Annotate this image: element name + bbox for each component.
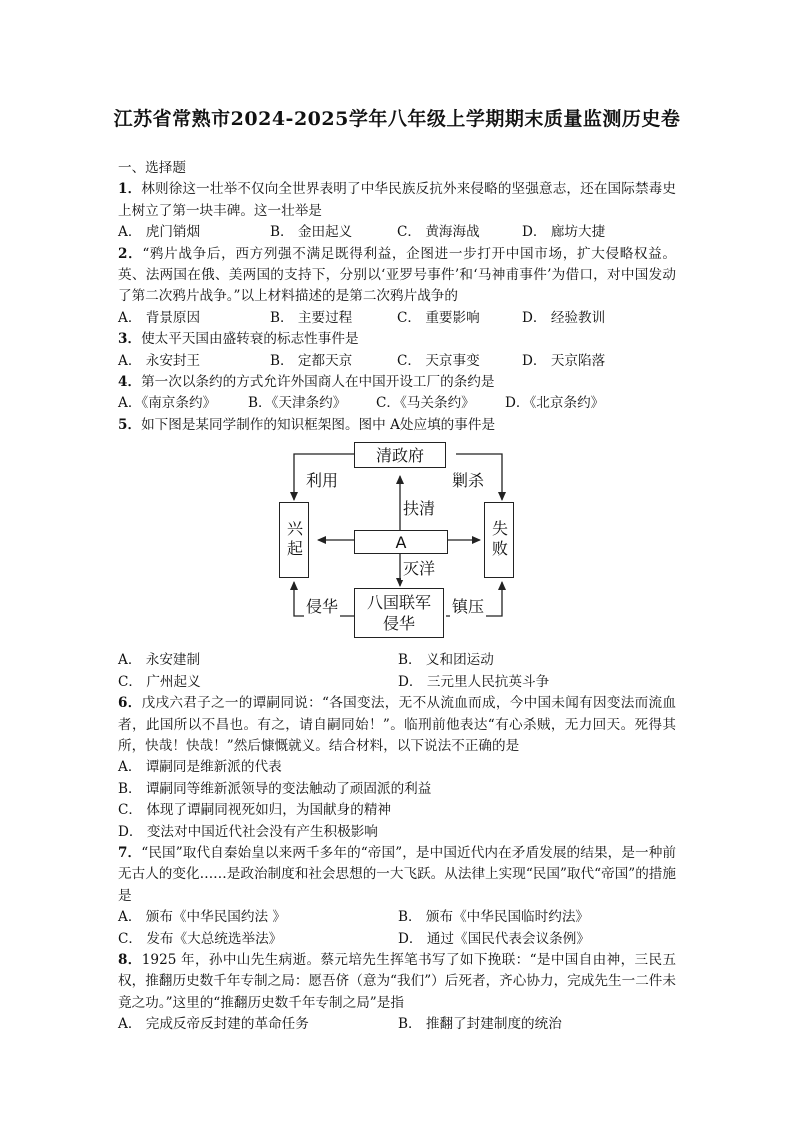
option-a[interactable]: A． 背景原因 — [118, 309, 201, 326]
question-number: 3． — [118, 331, 142, 348]
question-8 — [118, 950, 676, 1014]
question-7-options-row-2 — [118, 929, 676, 950]
option-b[interactable]: B． 义和团运动 — [398, 652, 494, 669]
option-a[interactable]: A． 永安封王 — [118, 352, 201, 369]
box-eight-nation-alliance-text: 八国联军侵华 — [366, 593, 431, 634]
question-2 — [118, 244, 676, 308]
option-b[interactable]: B． 颁布《中华民国临时约法》 — [398, 909, 590, 926]
label-use: 利用 — [306, 471, 339, 491]
label-suppress: 镇压 — [452, 597, 485, 617]
option-b[interactable]: B． 推翻了封建制度的统治 — [398, 1016, 562, 1033]
option-c[interactable]: C．《马关条约》 — [376, 395, 475, 412]
option-a[interactable]: A．《南京条约》 — [118, 395, 217, 412]
question-5 — [118, 415, 676, 436]
option-a[interactable]: A． 永安建制 — [118, 652, 201, 669]
label-kill: 剿杀 — [452, 471, 485, 491]
box-qing-government: 清政府 — [354, 442, 446, 468]
question-text: 第一次以条约的方式允许外国商人在中国开设工厂的条约是 — [141, 374, 495, 391]
question-2-options — [118, 308, 676, 329]
option-d[interactable]: D． 天京陷落 — [522, 352, 606, 369]
label-destroy: 灭洋 — [403, 559, 436, 579]
option-b[interactable]: B． 金田起义 — [270, 224, 353, 241]
question-5-options-row-1 — [118, 650, 676, 671]
option-a[interactable]: A． 完成反帝反封建的革命任务 — [118, 1016, 309, 1033]
question-1 — [118, 179, 676, 222]
question-number: 2． — [118, 245, 143, 262]
question-text: 林则徐这一壮举不仅向全世界表明了中华民族反抗外来侵略的坚强意志，还在国际禁毒史上树立了第一块丰碑。这一壮举是 — [118, 181, 676, 219]
option-c[interactable]: C． 广州起义 — [118, 673, 201, 690]
question-3 — [118, 329, 676, 350]
question-text: 使太平天国由盛转衰的标志性事件是 — [141, 331, 359, 348]
option-c[interactable]: C． 黄海海战 — [397, 224, 480, 241]
box-answer-a[interactable]: A — [354, 530, 448, 554]
option-d[interactable]: D． 变法对中国近代社会没有产生积极影响 — [118, 823, 378, 840]
option-c[interactable]: C． 体现了谭嗣同视死如归，为国献身的精神 — [118, 802, 392, 819]
option-c[interactable]: C． 重要影响 — [397, 309, 480, 326]
option-d[interactable]: D． 三元里人民抗英斗争 — [398, 673, 550, 690]
question-number: 6． — [118, 695, 142, 712]
option-a[interactable]: A． 颁布《中华民国约法 》 — [118, 909, 286, 926]
knowledge-framework-diagram — [118, 438, 676, 646]
option-b[interactable]: B． 定都天京 — [270, 352, 353, 369]
question-number: 8． — [118, 951, 142, 968]
section-heading: 一、选择题 — [118, 160, 186, 176]
question-4 — [118, 372, 676, 393]
question-3-options — [118, 351, 676, 372]
option-b[interactable]: B． 主要过程 — [270, 309, 353, 326]
question-7-options-row-1 — [118, 907, 676, 928]
question-number: 4． — [118, 374, 142, 391]
option-b[interactable]: B． 谭嗣同等维新派领导的变法触动了顽固派的利益 — [118, 780, 432, 797]
page-title: 江苏省常熟市2024-2025学年八年级上学期期末质量监测历史卷 — [113, 108, 681, 130]
option-c[interactable]: C． 发布《大总统选举法》 — [118, 930, 283, 947]
option-a[interactable]: A． 虎门销烟 — [118, 224, 201, 241]
question-text: 戊戌六君子之一的谭嗣同说：“各国变法，无不从流血而成，今中国未闻有因变法而流血者，此国所以不昌也。有之，请自嗣同始！”。临刑前他表达“有心杀贼，无力回天。死得其所，快哉！快哉！”然后慷慨就义。结合材料，以下说法不正确的是 — [118, 695, 676, 754]
question-list — [118, 158, 676, 1036]
question-number: 1． — [118, 181, 142, 198]
option-d[interactable]: D． 经验教训 — [522, 309, 606, 326]
label-invade: 侵华 — [306, 597, 339, 617]
question-number: 5． — [118, 416, 142, 433]
question-text: “民国”取代自秦始皇以来两千多年的“帝国”，是中国近代内在矛盾发展的结果，是一种前无古人的变化……是政治制度和社会思想的一大飞跃。从法律上实现“民国”取代“帝国”的措施是 — [118, 844, 677, 904]
label-support: 扶清 — [403, 499, 436, 519]
question-5-options-row-2 — [118, 672, 676, 693]
box-eight-nation-alliance — [354, 588, 444, 638]
option-d[interactable]: D． 通过《国民代表会议条例》 — [398, 930, 590, 947]
box-rise: 兴起 — [279, 502, 309, 578]
question-text: 1925 年，孙中山先生病逝。蔡元培先生挥笔书写了如下挽联：“是中国自由神，三民五权，推翻历史数千年专制之局：愿吾侪（意为“我们”）后死者，齐心协力，完成先生一二件未竟之功。”这里的“推翻历史数千年专制之局”是指 — [118, 951, 676, 1011]
box-failure: 失败 — [484, 502, 514, 578]
question-4-options — [118, 393, 676, 414]
question-text: 如下图是某同学制作的知识框架图。图中 A处应填的事件是 — [141, 416, 496, 433]
question-8-options-row-1 — [118, 1014, 676, 1035]
question-7 — [118, 843, 676, 907]
question-text: “鸦片战争后，西方列强不满足既得利益，企图进一步打开中国市场，扩大侵略权益。英、法两国在俄、美两国的支持下，分别以‘亚罗号事件’和‘马神甫事件’为借口，对中国发动了第二次鸦片战争。”以上材料描述的是第二次鸦片战争的 — [118, 245, 676, 305]
option-a[interactable]: A． 谭嗣同是维新派的代表 — [118, 759, 282, 776]
option-c[interactable]: C． 天京事变 — [397, 352, 480, 369]
question-1-options — [118, 222, 676, 243]
option-d[interactable]: D．《北京条约》 — [505, 395, 605, 412]
question-number: 7． — [118, 844, 142, 861]
question-6 — [118, 693, 676, 757]
option-b[interactable]: B．《天津条约》 — [248, 395, 347, 412]
option-d[interactable]: D． 廊坊大捷 — [522, 224, 606, 241]
